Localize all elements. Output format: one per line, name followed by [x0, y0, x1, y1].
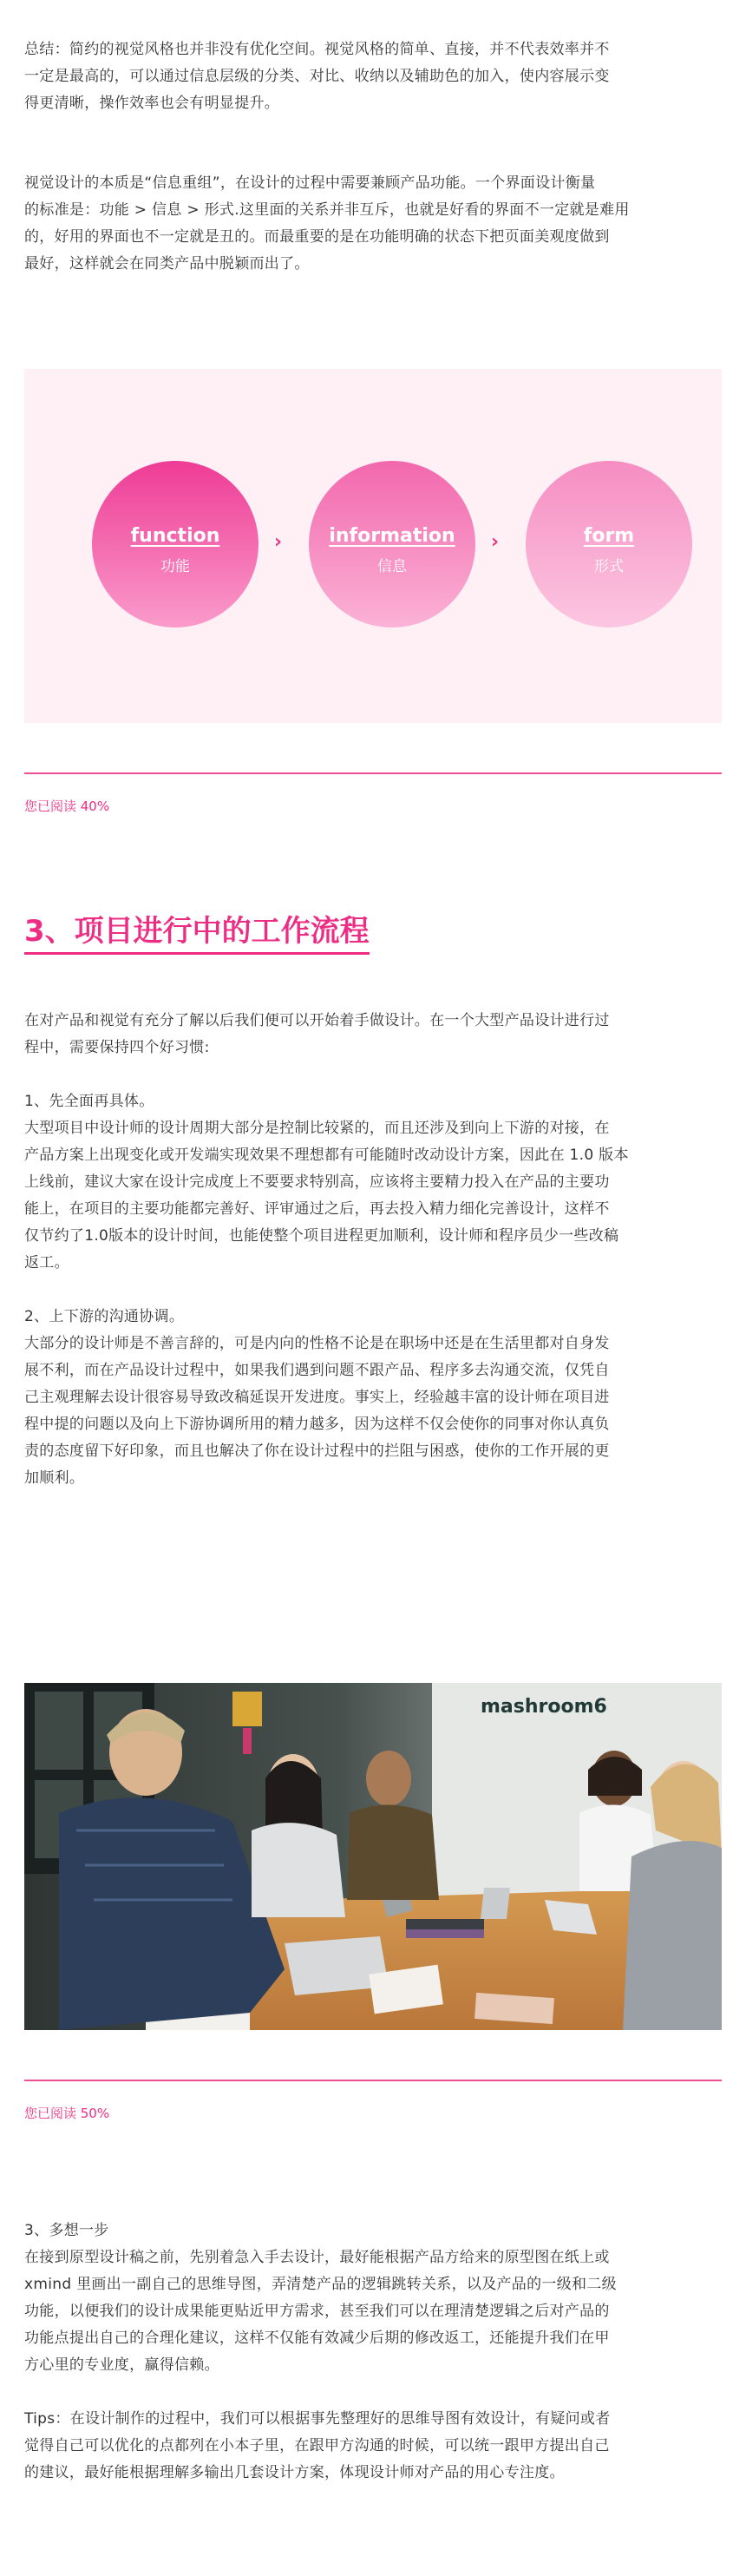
tips-line: 的建议，最好能根据理解多输出几套设计方案，体现设计师对产品的用心专注度。 [24, 2464, 565, 2481]
text-line: 能上，在项目的主要功能都完善好、评审通过之后，再去投入精力细化完善设计，这样不 [24, 1200, 610, 1218]
text-line: 视觉设计的本质是“信息重组”，在设计的过程中需要兼顾产品功能。一个界面设计衡量 [24, 174, 596, 192]
text-line: 的标准是：功能 > 信息 > 形式.这里面的关系并非互斥，也就是好看的界面不一定就是难用 [24, 201, 630, 219]
chevron-right-icon: › [274, 531, 283, 553]
information-circle [309, 461, 475, 628]
summary-paragraph [24, 36, 722, 117]
chevron-right-icon: › [491, 531, 500, 553]
meeting-illustration [24, 1683, 722, 2030]
text-line: 在对产品和视觉有充分了解以后我们便可以开始着手做设计。在一个大型产品设计进行过 [24, 1012, 610, 1029]
section-body-continued [24, 2218, 722, 2487]
text-line: 功能，以便我们的设计成果能更贴近甲方需求，甚至我们可以在理清楚逻辑之后对产品的 [24, 2303, 610, 2320]
text-line: 程中提的问题以及向上下游协调所用的精力越多，因为这样不仅会使你的同事对你认真负 [24, 1416, 610, 1433]
text-line: 责的态度留下好印象，而且也解决了你在设计过程中的拦阻与困惑，使你的工作开展的更 [24, 1442, 610, 1460]
form-circle [526, 461, 692, 628]
function-circle [92, 461, 258, 628]
text-line: 得更清晰，操作效率也会有明显提升。 [24, 95, 280, 112]
tips-line: 觉得自己可以优化的点都列在小本子里，在跟甲方沟通的时候，可以统一跟甲方提出自己 [24, 2437, 610, 2454]
section-body [24, 1008, 722, 1492]
section-heading: 3、项目进行中的工作流程 [24, 913, 370, 955]
hierarchy-diagram [24, 369, 722, 723]
reading-progress: 您已阅读 40% [24, 798, 110, 814]
text-line: 己主观理解去设计很容易导致改稿延误开发进度。事实上，经验越丰富的设计师在项目进 [24, 1389, 610, 1406]
form-cn-label: 形式 [594, 558, 624, 575]
habit-title: 2、上下游的沟通协调。 [24, 1308, 185, 1325]
information-cn-label: 信息 [377, 558, 407, 575]
information-label: information [329, 525, 455, 547]
reading-progress: 您已阅读 50% [24, 2106, 110, 2121]
text-line: 上线前，建议大家在设计完成度上不要要求特别高，应该将主要精力投入在产品的主要功 [24, 1173, 610, 1191]
text-line: 加顺利。 [24, 1469, 85, 1487]
text-line: 一定是最高的，可以通过信息层级的分类、对比、收纳以及辅助色的加入，使内容展示变 [24, 68, 610, 85]
text-line: 大型项目中设计师的设计周期大部分是控制比较紧的，而且还涉及到向上下游的对接，在 [24, 1120, 610, 1137]
function-cn-label: 功能 [160, 558, 190, 575]
text-line: 大部分的设计师是不善言辞的，可是内向的性格不论是在职场中还是在生活里都对自身发 [24, 1335, 610, 1352]
text-line: 产品方案上出现变化或开发端实现效果不理想都有可能随时改动设计方案，因此在 1.0 版本 [24, 1147, 629, 1164]
tips-line: Tips：在设计制作的过程中，我们可以根据事先整理好的思维导图有效设计，有疑问或者 [24, 2410, 611, 2428]
text-line: 程中，需要保持四个好习惯: [24, 1039, 210, 1056]
text-line: xmind 里画出一副自己的思维导图，弄清楚产品的逻辑跳转关系，以及产品的一级和二级 [24, 2276, 617, 2293]
progress-divider [24, 2080, 722, 2081]
text-line: 仅节约了1.0版本的设计时间，也能使整个项目进程更加顺利，设计师和程序员少一些改稿 [24, 1227, 619, 1245]
text-line: 返工。 [24, 1254, 69, 1272]
progress-divider [24, 772, 722, 774]
function-label: function [130, 525, 220, 547]
habit-title: 3、多想一步 [24, 2222, 109, 2239]
visual-design-paragraph [24, 170, 722, 278]
wall-sign: mashroom6 [481, 1696, 607, 1718]
text-line: 功能点提出自己的合理化建议，这样不仅能有效减少后期的修改返工，还能提升我们在甲 [24, 2330, 610, 2347]
text-line: 最好，这样就会在同类产品中脱颖而出了。 [24, 255, 310, 273]
form-label: form [583, 525, 635, 547]
text-line: 的，好用的界面也不一定就是丑的。而最重要的是在功能明确的状态下把页面美观度做到 [24, 228, 610, 246]
text-line: 在接到原型设计稿之前，先别着急入手去设计，最好能根据产品方给来的原型图在纸上或 [24, 2249, 610, 2266]
habit-title: 1、先全面再具体。 [24, 1093, 154, 1110]
text-line: 展不利，而在产品设计过程中，如果我们遇到问题不跟产品、程序多去沟通交流，仅凭自 [24, 1362, 610, 1379]
text-line: 方心里的专业度，赢得信赖。 [24, 2356, 219, 2374]
team-meeting-photo [24, 1683, 722, 2030]
text-line: 总结：简约的视觉风格也并非没有优化空间。视觉风格的简单、直接，并不代表效率并不 [24, 41, 610, 58]
